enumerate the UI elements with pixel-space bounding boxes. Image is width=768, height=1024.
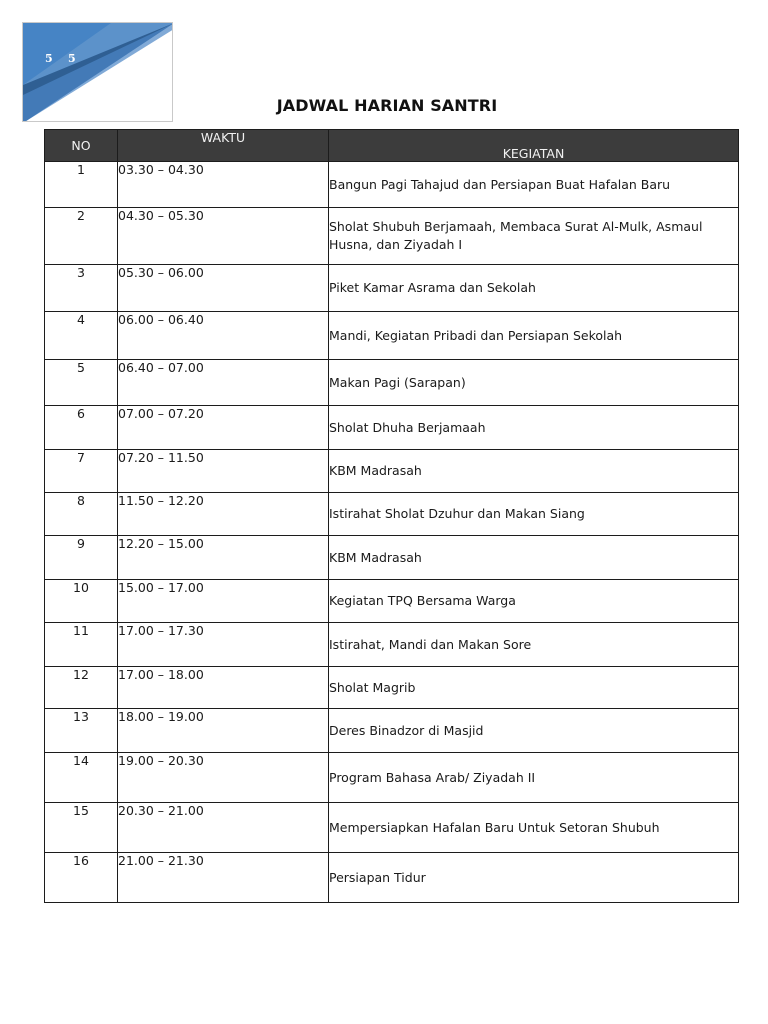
row-time: 19.00 – 20.30 (118, 753, 329, 803)
row-time: 12.20 – 15.00 (118, 536, 329, 580)
row-activity: Persiapan Tidur (329, 853, 739, 903)
row-time: 03.30 – 04.30 (118, 162, 329, 208)
row-no: 15 (45, 803, 118, 853)
table-row (45, 360, 739, 406)
row-no: 1 (45, 162, 118, 208)
table-row (45, 208, 739, 265)
table-row (45, 450, 739, 493)
row-no: 8 (45, 493, 118, 536)
row-activity: Kegiatan TPQ Bersama Warga (329, 580, 739, 623)
row-no: 13 (45, 709, 118, 753)
table-row (45, 803, 739, 853)
table-row (45, 623, 739, 667)
table-row (45, 312, 739, 360)
row-no: 12 (45, 667, 118, 709)
logo-digit-2: 5 (68, 52, 76, 65)
row-no: 9 (45, 536, 118, 580)
row-time: 15.00 – 17.00 (118, 580, 329, 623)
page-title: JADWAL HARIAN SANTRI (276, 96, 498, 115)
row-no: 11 (45, 623, 118, 667)
table-row (45, 580, 739, 623)
row-time: 21.00 – 21.30 (118, 853, 329, 903)
row-no: 5 (45, 360, 118, 406)
row-activity: Makan Pagi (Sarapan) (329, 360, 739, 406)
row-activity: Sholat Dhuha Berjamaah (329, 406, 739, 450)
table-row (45, 536, 739, 580)
row-activity: Istirahat, Mandi dan Makan Sore (329, 623, 739, 667)
row-no: 2 (45, 208, 118, 265)
table-row (45, 753, 739, 803)
logo-digit-1: 5 (45, 52, 53, 65)
row-activity: Istirahat Sholat Dzuhur dan Makan Siang (329, 493, 739, 536)
row-no: 14 (45, 753, 118, 803)
table-row (45, 162, 739, 208)
row-time: 06.00 – 06.40 (118, 312, 329, 360)
row-time: 07.00 – 07.20 (118, 406, 329, 450)
row-time: 17.00 – 18.00 (118, 667, 329, 709)
row-activity: KBM Madrasah (329, 450, 739, 493)
table-row (45, 493, 739, 536)
row-activity: Bangun Pagi Tahajud dan Persiapan Buat Hafalan Baru (329, 162, 739, 208)
table-row (45, 265, 739, 312)
row-no: 10 (45, 580, 118, 623)
row-time: 04.30 – 05.30 (118, 208, 329, 265)
row-time: 17.00 – 17.30 (118, 623, 329, 667)
table-row (45, 709, 739, 753)
row-no: 7 (45, 450, 118, 493)
row-activity: KBM Madrasah (329, 536, 739, 580)
row-no: 3 (45, 265, 118, 312)
row-time: 11.50 – 12.20 (118, 493, 329, 536)
row-time: 18.00 – 19.00 (118, 709, 329, 753)
schedule-table (44, 129, 739, 903)
header-no: NO (45, 130, 118, 162)
row-no: 16 (45, 853, 118, 903)
row-time: 20.30 – 21.00 (118, 803, 329, 853)
row-activity: Deres Binadzor di Masjid (329, 709, 739, 753)
row-activity: Sholat Magrib (329, 667, 739, 709)
row-no: 6 (45, 406, 118, 450)
row-no: 4 (45, 312, 118, 360)
header-activity: KEGIATAN (329, 130, 739, 162)
table-header-row (45, 130, 739, 162)
row-activity: Mempersiapkan Hafalan Baru Untuk Setoran Shubuh (329, 803, 739, 853)
row-activity: Piket Kamar Asrama dan Sekolah (329, 265, 739, 312)
row-activity: Mandi, Kegiatan Pribadi dan Persiapan Sekolah (329, 312, 739, 360)
row-activity: Sholat Shubuh Berjamaah, Membaca Surat Al-Mulk, Asmaul Husna, dan Ziyadah I (329, 208, 739, 265)
table-row (45, 667, 739, 709)
row-time: 06.40 – 07.00 (118, 360, 329, 406)
row-time: 05.30 – 06.00 (118, 265, 329, 312)
header-time: WAKTU (118, 130, 329, 162)
table-row (45, 853, 739, 903)
row-time: 07.20 – 11.50 (118, 450, 329, 493)
row-activity: Program Bahasa Arab/ Ziyadah II (329, 753, 739, 803)
table-row (45, 406, 739, 450)
